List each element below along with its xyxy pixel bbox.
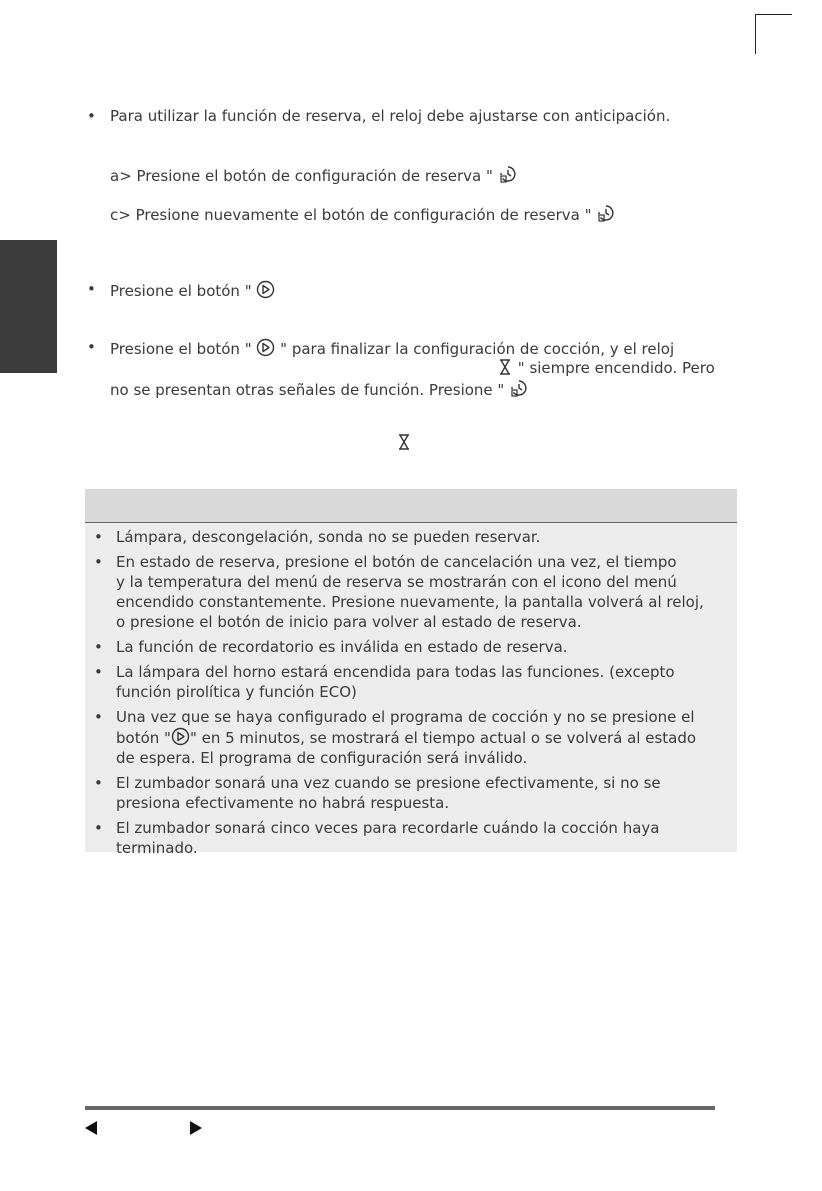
reserve-clock-icon: [509, 378, 529, 398]
finish-line-2: " siempre encendido. Pero: [497, 358, 715, 377]
crop-mark-vertical: [755, 14, 756, 54]
hourglass-icon: [396, 433, 412, 451]
reserve-clock-icon: [596, 203, 616, 223]
reserve-clock-icon: [498, 164, 518, 184]
play-circle-icon: [256, 280, 275, 299]
footer-rule: [85, 1106, 715, 1110]
note-item: • La función de recordatorio es inválida en estado de reserva.: [94, 638, 568, 656]
next-page-icon[interactable]: [190, 1121, 202, 1135]
step-c: c> Presione nuevamente el botón de configuración de reserva ": [110, 203, 616, 224]
notes-header: [85, 489, 737, 523]
crop-mark-horizontal: [755, 14, 792, 15]
notes-box: [85, 489, 737, 857]
step-a: a> Presione el botón de configuración de reserva ": [110, 164, 518, 185]
bullet: •: [87, 338, 96, 356]
note-item: • El zumbador sonará una vez cuando se presione efectivamente, si no se presiona efectivamente no habrá respuesta.: [94, 774, 661, 812]
note-item: • En estado de reserva, presione el botón de cancelación una vez, el tiempo y la temperatura del menú de reserva se mostrarán con el icono del menú encendido constantemente. Presione nuevamente, la pantalla volverá al reloj, o presione el botón de inicio para volver al estado de reserva.: [94, 553, 704, 631]
reserve-intro-text: Para utilizar la función de reserva, el reloj debe ajustarse con anticipación.: [110, 107, 671, 125]
play-circle-icon: [171, 727, 190, 746]
play-circle-icon: [256, 338, 275, 357]
bullet: •: [87, 107, 96, 125]
bullet: •: [87, 280, 96, 298]
prev-page-icon[interactable]: [85, 1121, 97, 1135]
section-side-tab: [0, 240, 57, 373]
note-item: • El zumbador sonará cinco veces para recordarle cuándo la cocción haya terminado.: [94, 819, 660, 857]
note-item: • Una vez que se haya configurado el programa de cocción y no se presione el botón " " en 5 minutos, se mostrará el tiempo actual o se volverá al estado de espera. El programa de configuración será inválido.: [94, 708, 697, 767]
start-button-text: Presione el botón ": [110, 280, 275, 300]
finish-line-1: Presione el botón " " para finalizar la configuración de cocción, y el reloj: [110, 340, 675, 358]
note-item: • Lámpara, descongelación, sonda no se pueden reservar.: [94, 528, 541, 546]
finish-line-3: no se presentan otras señales de función. Presione ": [110, 378, 529, 399]
notes-list: [85, 523, 737, 858]
hourglass-icon: [497, 358, 513, 376]
note-item: • La lámpara del horno estará encendida para todas las funciones. (excepto función pirolítica y función ECO): [94, 663, 675, 701]
